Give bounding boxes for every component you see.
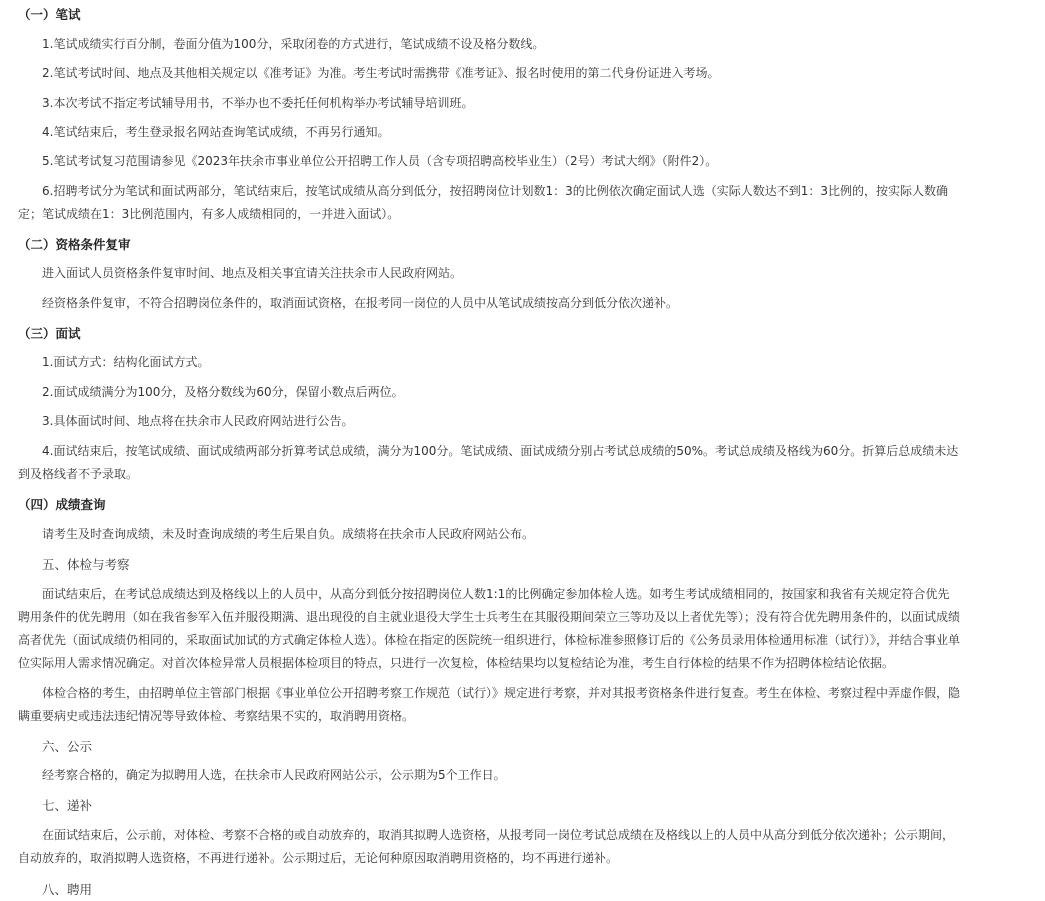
paragraph: 体检合格的考生，由招聘单位主管部门根据《事业单位公开招聘考察工作规范（试行）》规定进行考察，并对其报考资格条件进行复查。考生在体检、考察过程中弄虚作假，隐瞒重要病史或违法违纪情况等导致体检、考察结果不实的，取消聘用资格。 [18,686,961,723]
section-heading-supplement: 七、递补 [42,798,93,813]
section-heading-physical: 五、体检与考察 [42,557,130,572]
paragraph: 在面试结束后，公示前，对体检、考察不合格的或自动放弃的，取消其拟聘人选资格，从报考同一岗位考试总成绩在及格线以上的人员中从高分到低分依次递补；公示期间，自动放弃的，取消拟聘人选资格，不再进行递补。公示期过后，无论何种原因取消聘用资格的，均不再进行递补。 [18,828,955,865]
section-heading-review: （二）资格条件复审 [18,237,131,252]
section-heading-employment: 八、聘用 [42,882,93,897]
paragraph: 2.笔试考试时间、地点及其他相关规定以《准考证》为准。考生考试时需携带《准考证》、报名时使用的第二代身份证进入考场。 [42,66,720,80]
paragraph: 4.面试结束后，按笔试成绩、面试成绩两部分折算考试总成绩，满分为100分。笔试成绩、面试成绩分别占考试总成绩的50%。考试总成绩及格线为60分。折算后总成绩未达到及格线者不予录取。 [18,444,959,481]
paragraph: 经考察合格的，确定为拟聘用人选，在扶余市人民政府网站公示，公示期为5个工作日。 [42,768,506,782]
section-heading-query: （四）成绩查询 [18,497,106,512]
section-heading-interview: （三）面试 [18,326,81,341]
paragraph: 3.具体面试时间、地点将在扶余市人民政府网站进行公告。 [42,414,354,428]
paragraph: 4.笔试结束后，考生登录报名网站查询笔试成绩，不再另行通知。 [42,125,390,139]
paragraph: 5.笔试考试复习范围请参见《2023年扶余市事业单位公开招聘工作人员（含专项招聘高校毕业生）（2号）考试大纲》（附件2）。 [42,154,718,168]
paragraph: 6.招聘考试分为笔试和面试两部分，笔试结束后，按笔试成绩从高分到低分，按招聘岗位计划数1：3的比例依次确定面试人选（实际人数达不到1：3比例的，按实际人数确定；笔试成绩在1：3比例范围内，有多人成绩相同的，一并进入面试）。 [18,184,948,221]
paragraph: 经资格条件复审，不符合招聘岗位条件的，取消面试资格，在报考同一岗位的人员中从笔试成绩按高分到低分依次递补。 [42,296,679,310]
paragraph: 进入面试人员资格条件复审时间、地点及相关事宜请关注扶余市人民政府网站。 [42,266,463,280]
section-heading-written: （一）笔试 [18,7,81,22]
paragraph: 面试结束后，在考试总成绩达到及格线以上的人员中，从高分到低分按招聘岗位人数1:1的比例确定参加体检人选。如考生考试成绩相同的，按国家和我省有关规定符合优先聘用条件的优先聘用（如在我省参军入伍并服役期满、退出现役的自主就业退役大学生士兵考生在其服役期间荣立三等功及以上者优先等）；没有符合优先聘用条件的，以面试成绩高者优先（面试成绩仍相同的，采取面试加试的方式确定体检人选）。体检在指定的医院统一组织进行，体检标准参照修订后的《公务员录用体检通用标准（试行）》，并结合事业单位实际用人需求情况确定。对首次体检异常人员根据体检项目的特点，只进行一次复检，体检结果均以复检结论为准，考生自行体检的结果不作为招聘体检结论依据。 [18,587,961,670]
section-heading-publicity: 六、公示 [42,739,93,754]
paragraph: 1.笔试成绩实行百分制，卷面分值为100分，采取闭卷的方式进行，笔试成绩不设及格分数线。 [42,37,545,51]
paragraph: 3.本次考试不指定考试辅导用书，不举办也不委托任何机构举办考试辅导培训班。 [42,96,474,110]
paragraph: 2.面试成绩满分为100分，及格分数线为60分，保留小数点后两位。 [42,385,404,399]
paragraph: 请考生及时查询成绩，未及时查询成绩的考生后果自负。成绩将在扶余市人民政府网站公布。 [42,527,535,541]
paragraph: 1.面试方式：结构化面试方式。 [42,355,210,369]
